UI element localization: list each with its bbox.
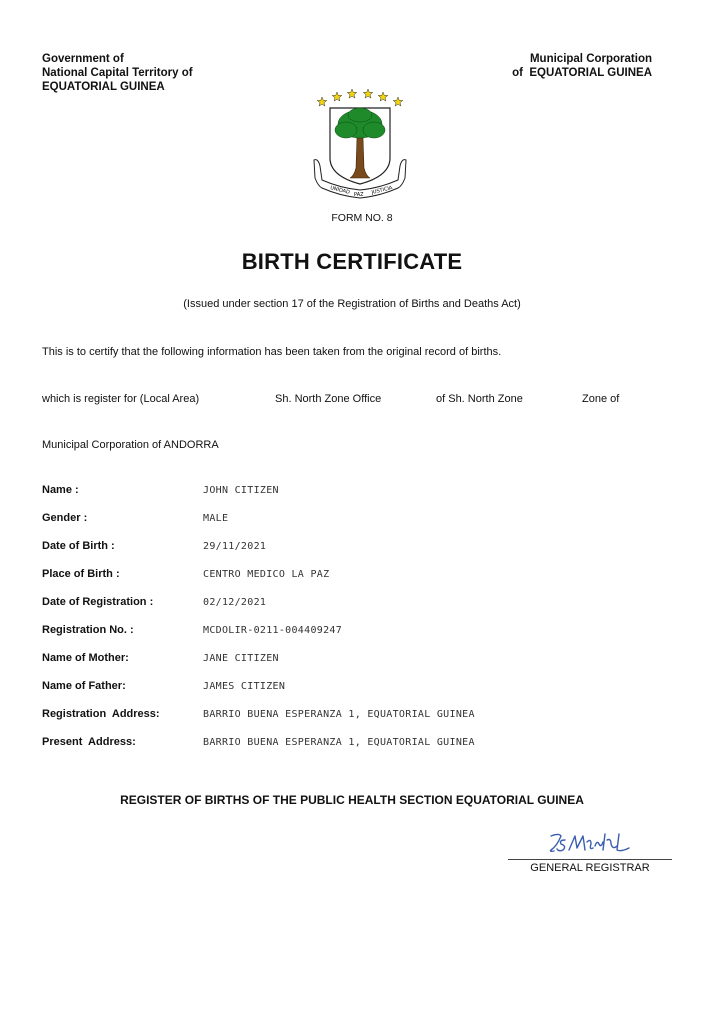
field-value: JAMES CITIZEN [203,681,286,692]
field-value: BARRIO BUENA ESPERANZA 1, EQUATORIAL GUINEA [203,709,475,720]
registrar-title: GENERAL REGISTRAR [530,862,650,874]
field-value: 29/11/2021 [203,541,267,552]
header-municipal [512,52,652,80]
motto-left: UNIDAD [329,185,351,196]
field-value: JANE CITIZEN [203,653,279,664]
star-icon [332,92,342,101]
field-label: Place of Birth : [42,568,120,580]
header-right-line: Municipal Corporation [529,53,652,65]
star-icon [378,92,388,101]
certify-statement: This is to certify that the following information has been taken from the original record of births. [42,346,502,358]
field-label: Name : [42,484,79,496]
field-value: MALE [203,513,229,524]
field-label: Name of Mother: [42,652,129,664]
field-label: Gender : [42,512,88,524]
header-left-line: EQUATORIAL GUINEA [42,81,165,93]
field-label: Registration Address: [42,708,160,720]
field-label: Date of Birth : [42,540,115,552]
signature-icon [545,830,635,856]
local-area-zone: of Sh. North Zone [436,393,523,405]
local-area-zone-of: Zone of [582,393,620,405]
subtitle: (Issued under section 17 of the Registration of Births and Deaths Act) [183,298,521,310]
field-label: Name of Father: [42,680,126,692]
signature-stroke [550,834,629,851]
register-footer-line: REGISTER OF BIRTHS OF THE PUBLIC HEALTH SECTION EQUATORIAL GUINEA [120,793,584,807]
page-title: BIRTH CERTIFICATE [241,249,463,274]
field-value: CENTRO MEDICO LA PAZ [203,569,330,580]
coat-of-arms-icon [310,88,410,204]
stars-group [317,89,403,106]
field-value: MCDOLIR-0211-004409247 [203,625,343,636]
motto-right: JUSTICIA [371,184,394,196]
field-value: BARRIO BUENA ESPERANZA 1, EQUATORIAL GUINEA [203,737,475,748]
star-icon [393,97,403,106]
motto-center: PAZ [354,192,364,198]
municipal-corporation-line: Municipal Corporation of ANDORRA [42,439,219,451]
star-icon [347,89,357,98]
field-label: Registration No. : [42,624,134,636]
header-right-line: of EQUATORIAL GUINEA [512,67,652,79]
signature-line [508,859,672,860]
field-label: Present Address: [42,736,136,748]
field-value: 02/12/2021 [203,597,267,608]
star-icon [363,89,373,98]
local-area-prefix: which is register for (Local Area) [42,393,200,405]
field-value: JOHN CITIZEN [203,485,279,496]
header-left-line: Government of [42,53,124,65]
header-left-line: National Capital Territory of [42,67,193,79]
local-area-office: Sh. North Zone Office [275,393,382,405]
field-label: Date of Registration : [42,596,154,608]
form-number: FORM NO. 8 [331,212,393,224]
star-icon [317,97,327,106]
header-government [42,52,193,94]
